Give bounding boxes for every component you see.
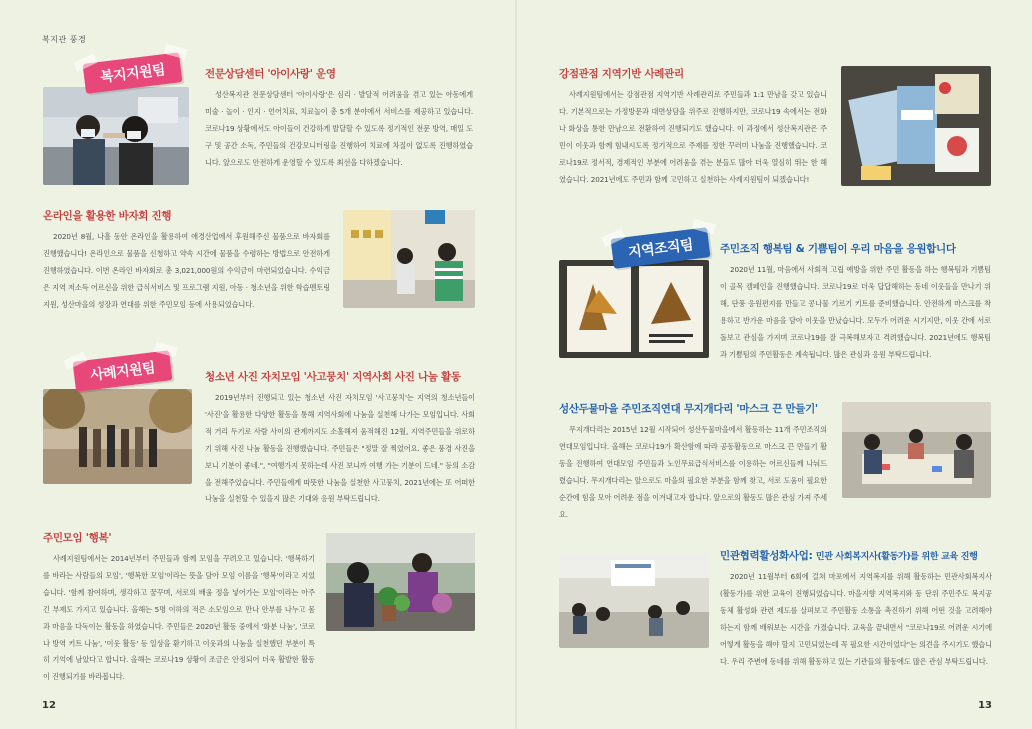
photo-potting-plants xyxy=(326,533,475,631)
page-number-left: 12 xyxy=(42,700,56,711)
article-title: 온라인을 활용한 바자회 진행 xyxy=(43,210,172,222)
article-rainbow-bridge-masks xyxy=(559,401,827,523)
photo-online-bazaar xyxy=(343,210,475,308)
article-subtitle: 민관 사회복지사(활동가)를 위한 교육 진행 xyxy=(815,552,978,562)
article-strength-based-case-management xyxy=(559,66,827,188)
photo-temperature-check xyxy=(43,87,189,185)
article-youth-photo-sharing xyxy=(205,369,475,508)
badge-community-team: 지역조직팀 xyxy=(611,227,711,269)
badge-welfare-team: 복지지원팀 xyxy=(83,52,183,94)
article-title: 청소년 사진 자치모임 '사고뭉치' 지역사회 사진 나눔 활동 xyxy=(205,371,461,383)
article-happiness-group xyxy=(43,530,315,686)
article-body: 사례지원팀에서는 강점관점 지역기반 사례관리로 주민들과 1:1 만남을 갖고 있습니다. 기본적으로는 가정방문과 대면상담을 위주로 진행하지만, 코로나19 속에서는 전화나 화상을 통한 만남으로 전환하여 진행되기도 했습니다. 이 과정에서 성산복지관은 주민이 이웃과 함께 힘내시도록 정기적으로 주제를 정한 꾸러미 나눔을 진행했습니다. 코로나19로 정서적, 경제적인 부분에 어려움을 겪는 분들도 많아 더욱 열심히 뛰는 한 해였습니다. 2021년에도 주민과 함께 고민하고 실천하는 사례지원팀이 되겠습니다! xyxy=(559,90,827,184)
photo-youth-photo-group xyxy=(43,389,192,484)
article-title: 전문상담센터 '아이사랑' 운영 xyxy=(205,68,336,80)
article-body: 무지개다리는 2015년 12월 시작되어 성산두물마을에서 활동하는 11개 주민조직의 연대모임입니다. 올해는 코로나19가 확산함에 따라 공동활동으로 마스크 끈 만들기 활동을 진행하여 연대모임 주민들과 노인무료급식서비스를 이용하는 어르신들께 나눠드렸습니다. 무지개다리는 앞으로도 마을의 필요한 부분을 함께 찾고, 서로 도움이 필요한 순간에 힘을 모아 어려운 점을 이겨내고자 합니다. 앞으로의 활동도 많은 관심 가져 주세요. xyxy=(559,425,827,519)
photo-mask-strap-making xyxy=(842,402,991,498)
badge-case-team: 사례지원팀 xyxy=(73,350,173,392)
page-number-right: 13 xyxy=(978,700,992,711)
article-body: 2020년 11월부터 6회에 걸쳐 마포에서 지역복지를 위해 활동하는 민관사회복지사(활동가)를 위한 교육이 진행되었습니다. 마을지향 지역복지와 동 단위 주민주도 복지공동체 활성화 관련 제도를 살펴보고 주민활동 소통을 촉진하기 위해 어떤 것을 고려해야 하는지 함께 배워보는 시간을 가졌습니다. 교육을 끝내면서 "코로나19로 어려운 시기에 어떻게 활동을 해야 할지 고민되었는데 꼭 필요한 시간이었다"는 의견을 주시기도 했습니다. 우리 주변에 동네를 위해 활동하고 있는 기관들의 활동에도 많은 관심 부탁드립니다. xyxy=(720,572,992,666)
article-public-private-education xyxy=(720,548,992,670)
article-body: 성산복지관 전문상담센터 '아이사랑'은 심리 · 발달적 어려움을 겪고 있는 아동에게 미술 · 놀이 · 인지 · 언어치료, 치료놀이 총 5개 분야에서 서비스를 제공하고 있습니다. 코로나19 상황에서도 아이들이 건강하게 발달할 수 있도록 정기적인 전문 방역, 매일 도구 및 공간 소독, 주민들의 건강모니터링을 진행하여 치료에 차질이 없도록 진행하였습니다. 앞으로도 안전하게 운영할 수 있도록 최선을 다하겠습니다. xyxy=(205,90,473,167)
article-happy-joy-teams xyxy=(720,241,991,363)
article-body: 사례지원팀에서는 2014년부터 주민들과 함께 모임을 꾸려오고 있습니다. '행복하기를 바라는 사람들의 모임', '행복한 모임'이라는 뜻을 담아 모임 이름을 '행복'이라고 지었습니다. '함께 참여하며, 생각하고 꿈꾸며, 서로의 배움 정을 넣어가는 모임'이라는 아주 긴 부제도 가지고 있습니다. 올해는 5명 이하의 적은 소모임으로 만나 안부를 나누고 몸과 마음을 다독이는 활동을 하였습니다. 주민들은 2020년 활동 중에서 '화분 나눔', '코로나 방역 키트 나눔', '이웃 활동' 등 일상을 환기하고 이웃과의 나눔을 실천했던 부분이 특히 기억에 남았다고 합니다. 올해는 코로나19 상황이 조금은 안정되어 더욱 활발한 활동이 진행되기를 바라봅니다. xyxy=(43,554,315,682)
photo-care-package xyxy=(841,66,991,186)
article-body: 2020년 8월, 나흘 동안 온라인을 활용하여 애경산업에서 후원해주신 물품으로 바자회를 진행했습니다! 온라인으로 물품을 신청하고 약속 시간에 물품을 수령하는 방법으로 안전하게 진행하였습니다. 이번 온라인 바자회로 총 3,021,000원의 수익금이 마련되었습니다. 수익금은 지역 저소득 어르신을 위한 급식서비스 및 프로그램 지원, 아동 · 청소년을 위한 학습멘토링 지원, 성산마을의 성장과 연대를 위한 주민모임 등에 사용되었습니다. xyxy=(43,232,330,309)
article-title xyxy=(720,548,992,563)
photo-autumn-leaf-cards xyxy=(559,260,709,358)
article-body: 2020년 11월, 마음에서 사회적 고립 예방을 위한 주민 활동을 하는 행복팀과 기쁨팀이 골목 캠페인을 진행했습니다. 코로나19로 더욱 답답해하는 동네 이웃들을 만나기 위해, 단풍 응원편지를 만들고 콩나물 기르기 키트를 준비했습니다. 안전하게 마스크를 착용하고 반가운 마음을 담아 이웃을 만났습니다. 모두가 어려운 시기지만, 이웃 간에 서로 돌보고 관심을 가지며 코로나19를 잘 극복해보자고 격려했습니다. 2021년에도 행복팀과 기쁨팀의 주민활동은 계속됩니다. 많은 관심과 응원 부탁드립니다. xyxy=(720,265,991,359)
article-title: 강점관점 지역기반 사례관리 xyxy=(559,68,684,80)
running-head: 복지관 풍경 xyxy=(42,35,87,44)
article-online-bazaar xyxy=(43,208,330,314)
article-title-main: 민관협력활성화사업: xyxy=(720,550,813,562)
article-body: 2019년부터 진행되고 있는 청소년 사진 자치모임 '사고뭉치'는 지역의 청소년들이 '사진'을 활용한 다양한 활동을 통해 지역사회에 나눔을 실천해 나가는 모임입니다. 사회적 거리 두기로 사람 사이의 관계까지도 소홀해져 움적해진 12월, 지역주민들을 위로하기 위해 사진 나눔 활동을 진행했습니다. 주민들은 "정말 잘 찍었어요. 좋은 풍경 사진을 보니 기분이 좋네.", "여행가지 못하는데 사진 보니까 여행 가는 기분이 드네." 등의 소감을 전해주었습니다. 주민들에게 따뜻한 나눔을 실천한 사고뭉치, 2021년에는 또 어떠한 나눔을 실천할 수 있을지 많은 기대와 응원 부탁드립니다. xyxy=(205,393,475,504)
article-title: 주민모임 '행복' xyxy=(43,532,112,544)
article-counseling-center xyxy=(205,66,473,172)
right-page xyxy=(516,0,1032,729)
article-title: 성산두물마을 주민조직연대 무지개다리 '마스크 끈 만들기' xyxy=(559,403,818,415)
article-title: 주민조직 행복팀 & 기쁨팀이 우리 마음을 응원합니다 xyxy=(720,243,956,255)
photo-education-seminar xyxy=(559,554,709,648)
